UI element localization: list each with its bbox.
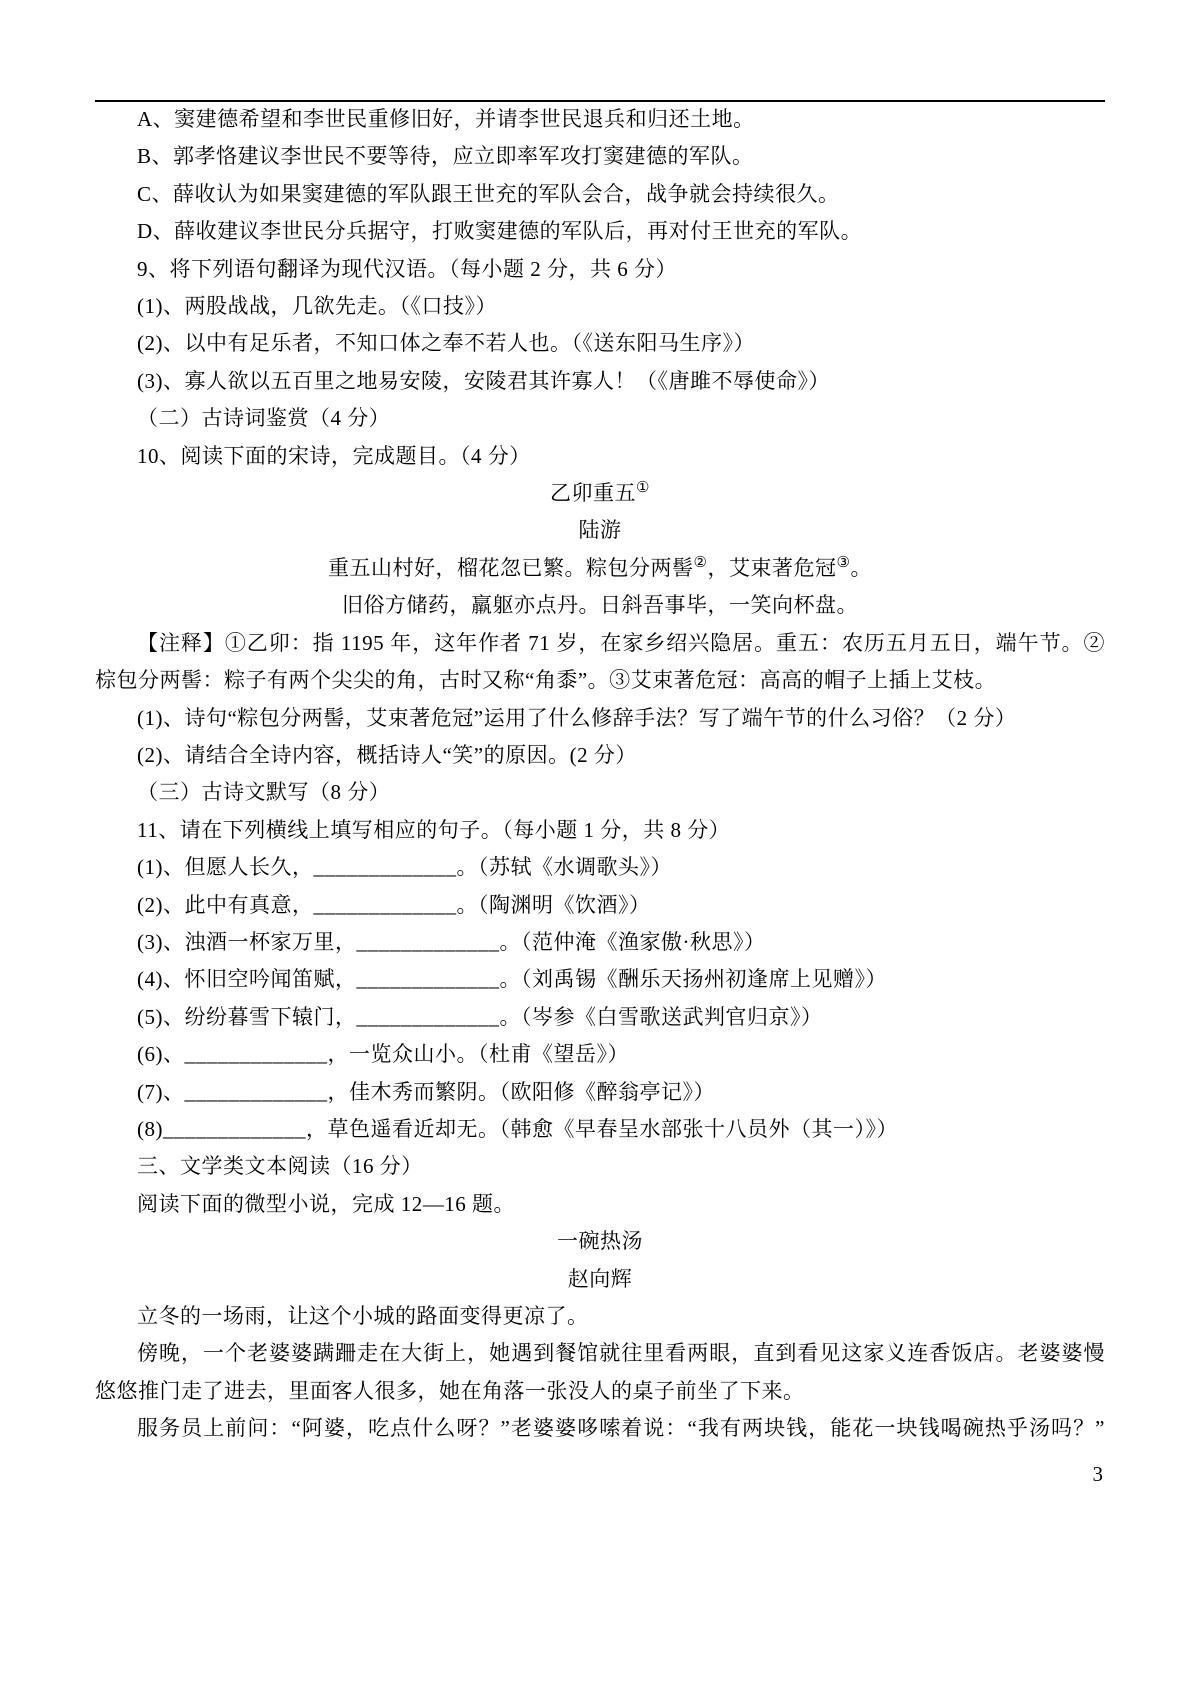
text-line: (2)、以中有足乐者，不知口体之奉不若人也。（《送东阳马生序》） <box>137 331 755 356</box>
text-line: (1)、诗句“粽包分两髻，艾束著危冠”运用了什么修辞手法？写了端午节的什么习俗？（2 分） <box>137 705 1017 730</box>
text-line: (1)、但愿人长久，_____________。（苏轼《水调歌头》） <box>137 855 672 880</box>
text-line: 乙卯重五① <box>549 480 651 506</box>
text-line: 服务员上前问：“阿婆，吃点什么呀？”老婆婆哆嗦着说：“我有两块钱，能花一块钱喝碗热乎汤吗？” <box>137 1416 1105 1441</box>
text-line: (4)、怀旧空吟闻笛赋，_____________。（刘禹锡《酬乐天扬州初逢席上见赠》） <box>137 967 887 992</box>
text-line: 赵向辉 <box>567 1266 633 1291</box>
text-line: 悠悠推门走了进去，里面客人很多，她在角落一张没人的桌子前坐了下来。 <box>95 1378 805 1403</box>
text-line: 立冬的一场雨，让这个小城的路面变得更凉了。 <box>137 1304 589 1328</box>
text-line: 陆游 <box>578 518 622 543</box>
text-line: 9、将下列语句翻译为现代汉语。（每小题 2 分，共 6 分） <box>137 256 677 281</box>
text-line: 11、请在下列横线上填写相应的句子。（每小题 1 分，共 8 分） <box>137 817 731 842</box>
text-line: D、薛收建议李世民分兵据守，打败窦建德的军队后，再对付王世充的军队。 <box>137 219 863 244</box>
text-line: 阅读下面的微型小说，完成 12—16 题。 <box>137 1191 515 1216</box>
text-line: 旧俗方储药，羸躯亦点丹。日斜吾事毕，一笑向杯盘。 <box>342 593 858 618</box>
page-number: 3 <box>1092 1462 1103 1486</box>
text-line: 三、文学类文本阅读（16 分） <box>137 1154 423 1179</box>
text-line: (2)、此中有真意，_____________。（陶渊明《饮酒》） <box>137 892 651 917</box>
text-line: 一碗热汤 <box>557 1229 643 1254</box>
text-line: (2)、请结合全诗内容，概括诗人“笑”的原因。(2 分） <box>137 742 637 767</box>
text-line: （二）古诗词鉴赏（4 分） <box>137 406 391 431</box>
text-line: A、窦建德希望和李世民重修旧好，并请李世民退兵和归还土地。 <box>137 107 755 131</box>
text-line: 棕包分两髻：粽子有两个尖尖的角，古时又称“角黍”。③艾束著危冠：高高的帽子上插上艾枝。 <box>95 668 997 693</box>
text-line: (6)、_____________，一览众山小。（杜甫《望岳》） <box>137 1042 629 1067</box>
text-line: (3)、浊酒一杯家万里，_____________。（范仲淹《渔家傲·秋思》） <box>137 929 766 954</box>
text-line: (8)_____________，草色遥看近却无。（韩愈《早春呈水部张十八员外（其一）》） <box>137 1116 898 1141</box>
footnote-mark: ② <box>693 554 708 571</box>
text-line: C、薛收认为如果窦建德的军队跟王世充的军队会合，战争就会持续很久。 <box>137 181 840 206</box>
document-content <box>95 101 1105 1448</box>
footnote-mark: ① <box>635 480 651 497</box>
text-line: (7)、_____________，佳木秀而繁阴。（欧阳修《醉翁亭记》） <box>137 1079 715 1104</box>
text-line: （三）古诗文默写（8 分） <box>137 780 391 805</box>
text-line: 【注释】①乙卯：指 1195 年，这年作者 71 岁，在家乡绍兴隐居。重五：农历五月五日，端午节。② <box>137 630 1105 655</box>
text-line: (1)、两股战战，几欲先走。（《口技》） <box>137 294 497 319</box>
footnote-mark: ③ <box>836 554 851 571</box>
text-line: 重五山村好，榴花忽已繁。粽包分两髻②，艾束著危冠③。 <box>327 554 873 580</box>
text-line: 傍晚，一个老婆婆蹒跚走在大街上，她遇到餐馆就往里看两眼，直到看见这家义连香饭店。老婆婆慢 <box>137 1341 1105 1366</box>
text-line: (3)、寡人欲以五百里之地易安陵，安陵君其许寡人！（《唐雎不辱使命》） <box>137 368 830 393</box>
text-line: 10、阅读下面的宋诗，完成题目。（4 分） <box>137 443 531 468</box>
text-line: B、郭孝恪建议李世民不要等待，应立即率军攻打窦建德的军队。 <box>137 144 754 169</box>
text-line: (5)、纷纷暮雪下辕门，_____________。（岑参《白雪歌送武判官归京》） <box>137 1004 823 1029</box>
